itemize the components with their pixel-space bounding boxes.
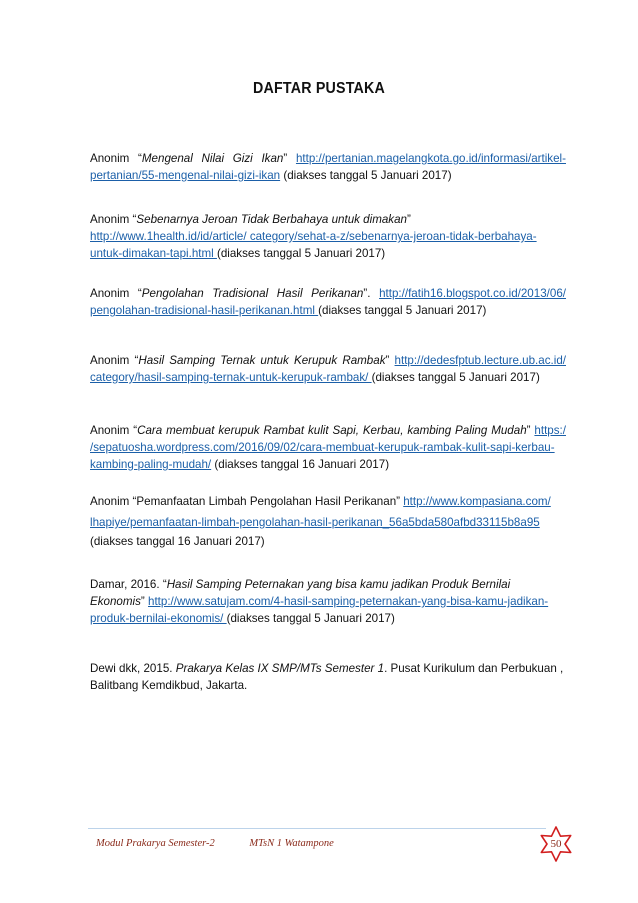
reference-link[interactable]: pengolahan-tradisional-hasil-perikanan.html xyxy=(90,304,319,317)
page-number: 50 xyxy=(550,838,562,850)
reference-link[interactable]: /sepatuosha.wordpress.com/2016/09/02/cara-membuat-kerupuk-rambak-kulit-sapi-kerbau- xyxy=(90,441,555,454)
reference-link[interactable]: kambing-paling-mudah/ xyxy=(90,458,212,471)
reference-item: Anonim “Pengolahan Tradisional Hasil Perikanan”. http://fatih16.blogspot.co.id/2013/06/ pengolahan-tradisional-hasil-perikanan.html (diakses tanggal 5 Januari 2017) xyxy=(90,287,566,317)
reference-link[interactable]: http://pertanian.magelangkota.go.id/informasi/artikel- xyxy=(295,152,566,165)
reference-item: Anonim “Pemanfaatan Limbah Pengolahan Hasil Perikanan” http://www.kompasiana.com/ lhapiye/pemanfaatan-limbah-pengolahan-hasil-perikanan_56a5bda580afbd33115b8a95 (diakses tanggal 16 Januari 2017) xyxy=(90,495,551,548)
reference-link[interactable]: http://www.satujam.com/4-hasil-samping-peternakan-yang-bisa-kamu-jadikan- xyxy=(148,595,549,608)
reference-link[interactable]: lhapiye/pemanfaatan-limbah-pengolahan-hasil-perikanan_56a5bda580afbd33115b8a95 xyxy=(90,516,540,529)
reference-item: Anonim “Mengenal Nilai Gizi Ikan” http://pertanian.magelangkota.go.id/informasi/artikel- pertanian/55-mengenal-nilai-gizi-ikan (diakses tanggal 5 Januari 2017) xyxy=(90,152,566,182)
footer-module-name: Modul Prakarya Semester-2 xyxy=(96,838,215,849)
footer-school-name: MTsN 1 Watampone xyxy=(249,838,334,849)
page-title: DAFTAR PUSTAKA xyxy=(253,80,385,97)
reference-link[interactable]: http://www.kompasiana.com/ xyxy=(403,495,551,508)
reference-link[interactable]: http://www.1health.id/id/article/ category/sehat-a-z/sebenarnya-jeroan-tidak-berbahaya- xyxy=(90,230,537,243)
reference-link[interactable]: https:/ xyxy=(534,424,566,437)
page-footer xyxy=(96,838,334,849)
reference-item: Damar, 2016. “Hasil Samping Peternakan yang bisa kamu jadikan Produk Bernilai Ekonomis” http://www.satujam.com/4-hasil-samping-peternakan-yang-bisa-kamu-jadikan- produk-bernilai-ekonomis/ (diakses tanggal 5 Januari 2017) xyxy=(90,578,549,625)
reference-link[interactable]: produk-bernilai-ekonomis/ xyxy=(90,612,227,625)
reference-link[interactable]: http://fatih16.blogspot.co.id/2013/06/ xyxy=(379,287,566,300)
reference-item: Anonim “Sebenarnya Jeroan Tidak Berbahaya untuk dimakan” http://www.1health.id/id/article/ category/sehat-a-z/sebenarnya-jeroan-tidak-berbahaya- untuk-dimakan-tapi.html (diakses tanggal 5 Januari 2017) xyxy=(90,213,537,260)
reference-link[interactable]: http://dedesfptub.lecture.ub.ac.id/ xyxy=(394,354,566,367)
reference-item: Dewi dkk, 2015. Prakarya Kelas IX SMP/MTs Semester 1. Pusat Kurikulum dan Perbukuan , Balitbang Kemdikbud, Jakarta. xyxy=(90,662,564,692)
reference-link[interactable]: pertanian/55-mengenal-nilai-gizi-ikan xyxy=(90,169,281,182)
footer-divider xyxy=(88,828,546,829)
reference-item: Anonim “Hasil Samping Ternak untuk Kerupuk Rambak” http://dedesfptub.lecture.ub.ac.id/ category/hasil-samping-ternak-untuk-kerupuk-rambak/ (diakses tanggal 5 Januari 2017) xyxy=(90,354,566,384)
reference-item: Anonim “Cara membuat kerupuk Rambat kulit Sapi, Kerbau, kambing Paling Mudah” https:/ /sepatuosha.wordpress.com/2016/09/02/cara-membuat-kerupuk-rambak-kulit-sapi-kerbau- kambing-paling-mudah/ (diakses tanggal 16 Januari 2017) xyxy=(90,424,566,471)
reference-link[interactable]: category/hasil-samping-ternak-untuk-kerupuk-rambak/ xyxy=(90,371,372,384)
reference-link[interactable]: untuk-dimakan-tapi.html xyxy=(90,247,217,260)
